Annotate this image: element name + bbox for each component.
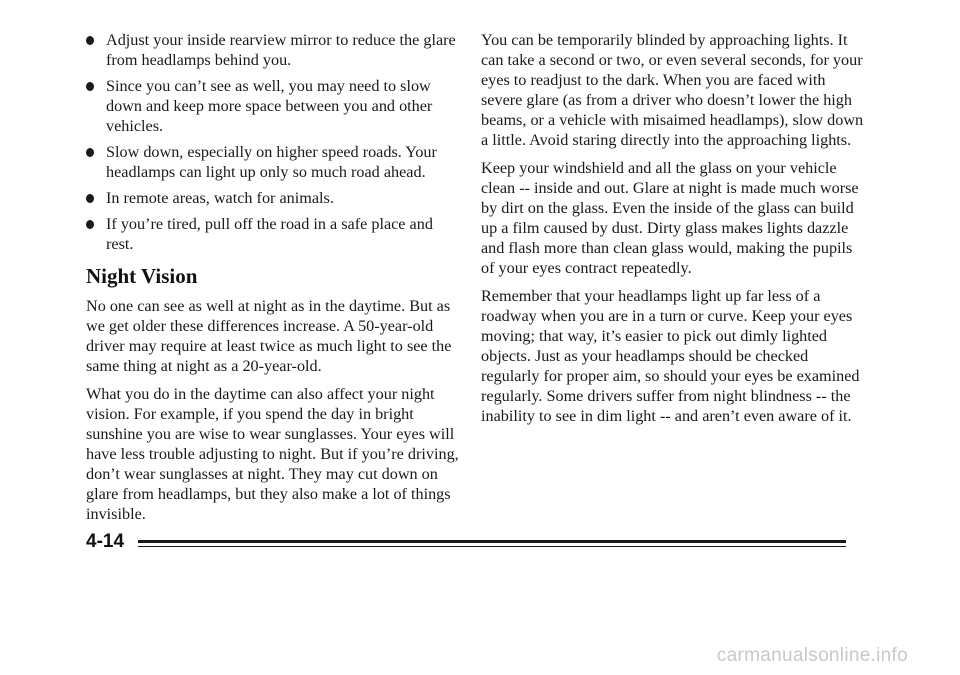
- bullet-text: Slow down, especially on higher speed roads. Your headlamps can light up only so much road ahead.: [106, 143, 437, 181]
- bullet-item: [86, 142, 461, 182]
- right-column: [481, 30, 866, 434]
- left-column: [86, 30, 461, 532]
- bullet-item: [86, 30, 461, 70]
- bullet-item: [86, 76, 461, 136]
- bullet-dot-icon: [86, 36, 94, 45]
- body-paragraph: Remember that your headlamps light up far less of a roadway when you are in a turn or curve. Keep your eyes moving; that way, it’s easier to pick out dimly lighted objects. Just as your headlamps should be checked regularly for proper aim, so should your eyes be examined regularly. Some drivers suffer from night blindness -- the inability to see in dim light -- and aren’t even aware of it.: [481, 287, 860, 425]
- bullet-text: If you’re tired, pull off the road in a safe place and rest.: [106, 215, 433, 253]
- page-footer: [86, 530, 846, 560]
- footer-rule-thick: [138, 540, 846, 543]
- bullet-dot-icon: [86, 220, 94, 229]
- body-paragraph: What you do in the daytime can also affect your night vision. For example, if you spend the day in bright sunshine you are wise to wear sunglasses. Your eyes will have less trouble adjusting to night. But if you’re driving, don’t wear sunglasses at night. They may cut down on glare from headlamps, but they also make a lot of things invisible.: [86, 385, 459, 523]
- bullet-text: Adjust your inside rearview mirror to reduce the glare from headlamps behind you.: [106, 31, 456, 69]
- page-number: 4-14: [86, 531, 125, 552]
- bullet-dot-icon: [86, 148, 94, 157]
- bullet-dot-icon: [86, 82, 94, 91]
- bullet-dot-icon: [86, 194, 94, 203]
- section-heading: Night Vision: [86, 264, 198, 288]
- bullet-text: In remote areas, watch for animals.: [106, 189, 334, 207]
- safety-bullet-list: [86, 30, 461, 254]
- bullet-item: [86, 188, 461, 208]
- site-watermark: carmanualsonline.info: [716, 645, 908, 666]
- footer-rule-thin: [138, 546, 846, 547]
- body-paragraph: Keep your windshield and all the glass on your vehicle clean -- inside and out. Glare at night is made much worse by dirt on the glass. Even the inside of the glass can build up a film caused by dust. Dirty glass makes lights dazzle and flash more than clean glass would, making the pupils of your eyes contract repeatedly.: [481, 159, 859, 277]
- body-paragraph: You can be temporarily blinded by approaching lights. It can take a second or two, or even several seconds, for your eyes to readjust to the dark. When you are faced with severe glare (as from a driver who doesn’t lower the high beams, or a vehicle with misaimed headlamps), slow down a little. Avoid staring directly into the approaching lights.: [481, 31, 864, 149]
- bullet-text: Since you can’t see as well, you may need to slow down and keep more space between you and other vehicles.: [106, 77, 433, 135]
- bullet-item: [86, 214, 461, 254]
- body-paragraph: No one can see as well at night as in the daytime. But as we get older these differences increase. A 50-year-old driver may require at least twice as much light to see the same thing at night as a 20-year-old.: [86, 297, 452, 375]
